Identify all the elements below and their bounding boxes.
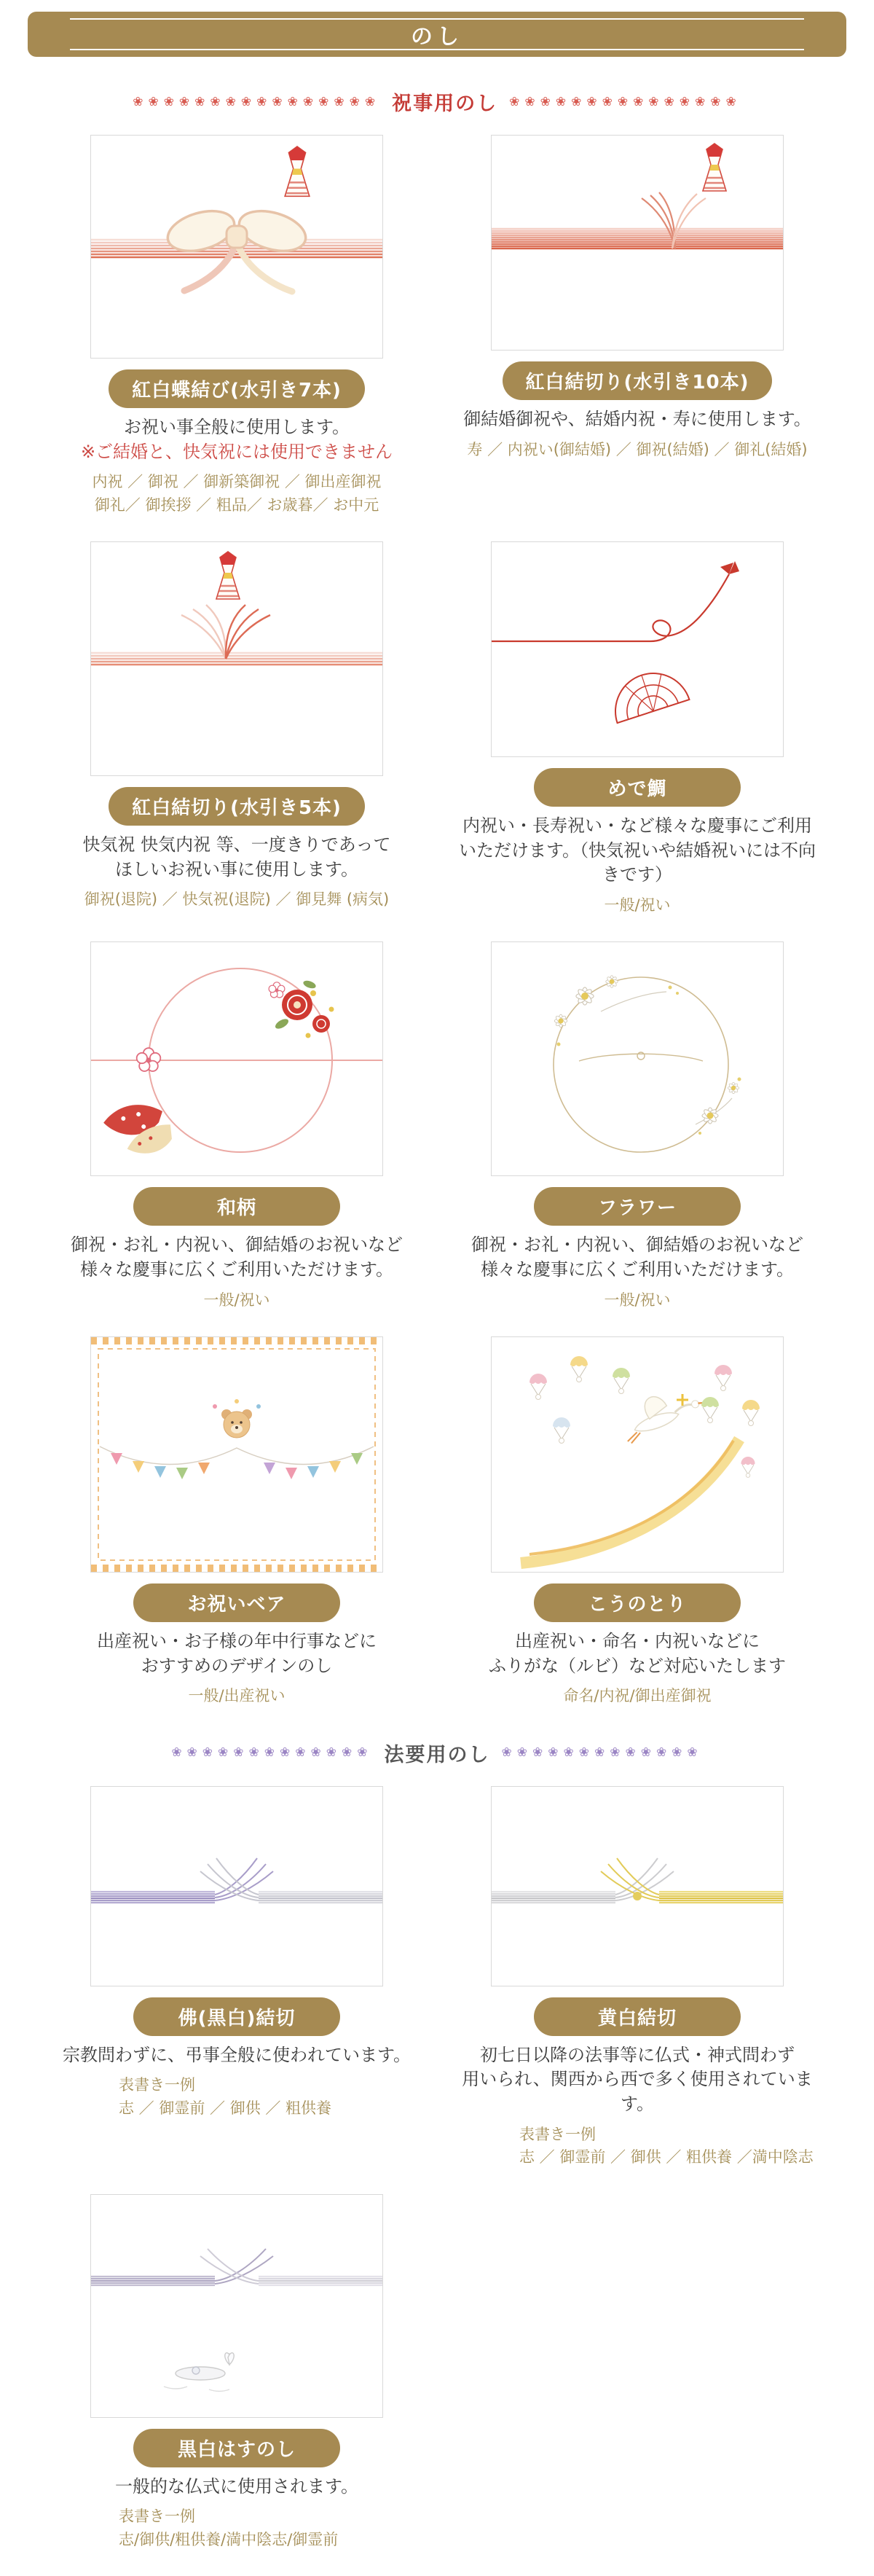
description-line: 用いられ、関西から西で多く使用されています。 xyxy=(462,2069,813,2115)
description-line: おすすめのデザインのし xyxy=(141,1655,333,1676)
noshi-description xyxy=(452,1629,822,1678)
section-title-celebration: 祝事用のし xyxy=(392,93,498,115)
yellow-white-knot-illustration xyxy=(492,1787,783,1986)
tag-line: 志/御供/粗供養/満中陰志/御霊前 xyxy=(119,2530,339,2548)
description-line: 御祝・お礼・内祝い、御結婚のお祝いなど xyxy=(471,1234,803,1256)
card-row xyxy=(0,1336,874,1708)
card-row xyxy=(0,2194,874,2552)
noshi-description xyxy=(52,2475,422,2499)
noshi-card-kihaku xyxy=(452,1786,822,2169)
noshi-card-wagara xyxy=(52,941,422,1312)
tags-header: 表書き一例 xyxy=(119,2508,195,2526)
noshi-image-flower xyxy=(491,941,784,1176)
noshi-label-button[interactable]: 紅白結切り(水引き10本) xyxy=(503,361,773,400)
noshi-usage-tags xyxy=(52,1289,422,1312)
noshi-card-oiwai-bear xyxy=(52,1336,422,1708)
description-line: 御結婚御祝や、結婚内祝・寿に使用します。 xyxy=(463,409,811,429)
noshi-guide-page xyxy=(0,12,874,2551)
noshi-image-bow xyxy=(90,135,383,359)
noshi-usage-tags xyxy=(52,1685,422,1708)
noshi-description xyxy=(52,833,422,882)
tag-line: 一般/祝い xyxy=(203,1291,270,1309)
section-header-memorial xyxy=(0,1739,874,1767)
description-line: 初七日以降の法事等に仏式・神式問わず xyxy=(480,2044,795,2065)
noshi-description xyxy=(52,2043,422,2068)
card-row xyxy=(0,541,874,917)
card-row xyxy=(0,941,874,1312)
tag-line: 一般/出産祝い xyxy=(188,1687,286,1705)
noshi-label-button[interactable]: お祝いベア xyxy=(133,1583,340,1622)
noshi-image-knot10 xyxy=(491,135,784,351)
noshi-description xyxy=(452,814,822,888)
description-line: 内祝い・長寿祝い・など様々な慶事にご利用 xyxy=(462,815,812,837)
japanese-pattern-circle-illustration xyxy=(91,942,382,1175)
page-header xyxy=(28,12,846,57)
flower-ornament-left-icon: ❀❀❀❀❀❀❀❀❀❀❀❀❀ xyxy=(171,1745,373,1761)
noshi-label-button[interactable]: 紅白蝶結び(水引き7本) xyxy=(109,369,365,408)
tag-line: 一般/祝い xyxy=(604,896,671,914)
card-row xyxy=(0,1786,874,2169)
page-title: のし xyxy=(411,24,463,50)
noshi-description xyxy=(452,1233,822,1282)
noshi-image-black-white-knot xyxy=(90,1786,383,1986)
noshi-label-button[interactable]: 佛(黒白)結切 xyxy=(133,1997,340,2036)
description-line: 御祝・お礼・内祝い、御結婚のお祝いなど xyxy=(71,1234,403,1256)
noshi-usage-tags xyxy=(52,471,422,517)
description-line: お祝い事全般に使用します。 xyxy=(123,417,350,437)
noshi-image-lotus xyxy=(90,2194,383,2418)
noshi-label-button[interactable]: フラワー xyxy=(534,1187,741,1226)
noshi-label-button[interactable]: こうのとり xyxy=(534,1583,741,1622)
noshi-card-medetai xyxy=(452,541,822,917)
section-header-celebration xyxy=(0,87,874,116)
noshi-usage-tags xyxy=(52,2505,422,2551)
flower-wreath-illustration xyxy=(492,942,783,1175)
tags-header: 表書き一例 xyxy=(119,2076,195,2094)
noshi-card-kouhaku-musubikiri-5 xyxy=(52,541,422,917)
noshi-image-wagara xyxy=(90,941,383,1176)
noshi-label-button[interactable]: 黒白はすのし xyxy=(133,2429,340,2467)
tag-line: 御祝(退院) ／ 快気祝(退院) ／ 御見舞 (病気) xyxy=(84,890,390,909)
noshi-usage-tags xyxy=(452,439,822,462)
tag-line: 寿 ／ 内祝い(御結婚) ／ 御祝(結婚) ／ 御礼(結婚) xyxy=(467,440,808,458)
noshi-usage-tags xyxy=(452,1289,822,1312)
noshi-label-button[interactable]: 和柄 xyxy=(133,1187,340,1226)
description-line: 様々な慶事に広くご利用いただけます。 xyxy=(480,1259,795,1280)
flower-ornament-right-icon: ❀❀❀❀❀❀❀❀❀❀❀❀❀❀❀ xyxy=(509,94,741,109)
noshi-description xyxy=(452,407,822,432)
noshi-usage-tags xyxy=(452,894,822,917)
noshi-card-butsu-kokuhaku xyxy=(52,1786,422,2169)
noshi-label-button[interactable]: 黄白結切 xyxy=(534,1997,741,2036)
description-line: 一般的な仏式に使用されます。 xyxy=(114,2475,359,2497)
red-white-bow-illustration xyxy=(91,136,382,358)
tag-line: 御礼／ 御挨拶 ／ 粗品／ お歳暮／ お中元 xyxy=(94,496,379,514)
noshi-description xyxy=(452,2043,822,2117)
description-line: いただけます。（快気祝いや結婚祝いには不向きです） xyxy=(458,839,816,885)
noshi-image-stork xyxy=(491,1336,784,1573)
card-row xyxy=(0,135,874,517)
noshi-description xyxy=(52,415,422,440)
red-white-knot-illustration xyxy=(492,136,783,350)
description-line: 様々な慶事に広くご利用いただけます。 xyxy=(79,1259,394,1280)
description-line: 出産祝い・命名・内祝いなどに xyxy=(515,1631,760,1652)
noshi-label-button[interactable]: めで鯛 xyxy=(534,768,741,807)
noshi-usage-tags xyxy=(52,888,422,912)
noshi-card-kouhaku-chomusubi xyxy=(52,135,422,517)
noshi-image-medetai xyxy=(491,541,784,757)
noshi-card-flower xyxy=(452,941,822,1312)
noshi-label-button[interactable]: 紅白結切り(水引き5本) xyxy=(109,787,365,826)
black-white-lotus-illustration xyxy=(91,2195,382,2417)
tag-line: 一般/祝い xyxy=(604,1291,671,1309)
tags-header: 表書き一例 xyxy=(519,2125,596,2143)
flower-ornament-left-icon: ❀❀❀❀❀❀❀❀❀❀❀❀❀❀❀❀ xyxy=(133,94,381,109)
description-line: ほしいお祝い事に使用します。 xyxy=(114,858,359,880)
noshi-warning-note: ※ご結婚と、快気祝には使用できません xyxy=(80,441,393,462)
flower-ornament-right-icon: ❀❀❀❀❀❀❀❀❀❀❀❀❀ xyxy=(501,1745,703,1761)
noshi-card-kouhaku-musubikiri-10 xyxy=(452,135,822,517)
description-line: 快気祝 快気内祝 等、一度きりであって xyxy=(82,834,391,856)
celebration-bear-bunting-illustration xyxy=(91,1337,382,1572)
noshi-description xyxy=(52,1629,422,1678)
noshi-image-yellow-white-knot xyxy=(491,1786,784,1986)
noshi-usage-tags xyxy=(452,1685,822,1708)
noshi-image-bear xyxy=(90,1336,383,1573)
section-title-memorial: 法要用のし xyxy=(384,1743,490,1766)
description-line: 宗教問わずに、弔事全般に使われています。 xyxy=(62,2044,412,2065)
description-line: ふりがな（ルビ）など対応いたします xyxy=(489,1655,786,1676)
tag-line: 志 ／ 御霊前 ／ 御供 ／ 粗供養 ／満中陰志 xyxy=(519,2148,814,2166)
noshi-usage-tags xyxy=(52,2074,422,2120)
red-string-sea-bream-illustration xyxy=(492,542,783,756)
stork-and-parachutes-illustration xyxy=(492,1337,783,1572)
noshi-usage-tags xyxy=(452,2123,822,2169)
noshi-card-kounotori xyxy=(452,1336,822,1708)
tag-line: 命名/内祝/御出産御祝 xyxy=(563,1687,712,1705)
noshi-description xyxy=(52,1233,422,1282)
description-line: 出産祝い・お子様の年中行事などに xyxy=(97,1631,377,1652)
purple-silver-knot-illustration xyxy=(91,1787,382,1986)
noshi-card-kokuhaku-hasu xyxy=(52,2194,422,2552)
noshi-image-knot5 xyxy=(90,541,383,776)
tag-line: 内祝 ／ 御祝 ／ 御新築御祝 ／ 御出産御祝 xyxy=(92,473,382,491)
tag-line: 志 ／ 御霊前 ／ 御供 ／ 粗供養 xyxy=(119,2099,332,2117)
pale-pink-knot-illustration xyxy=(91,542,382,775)
